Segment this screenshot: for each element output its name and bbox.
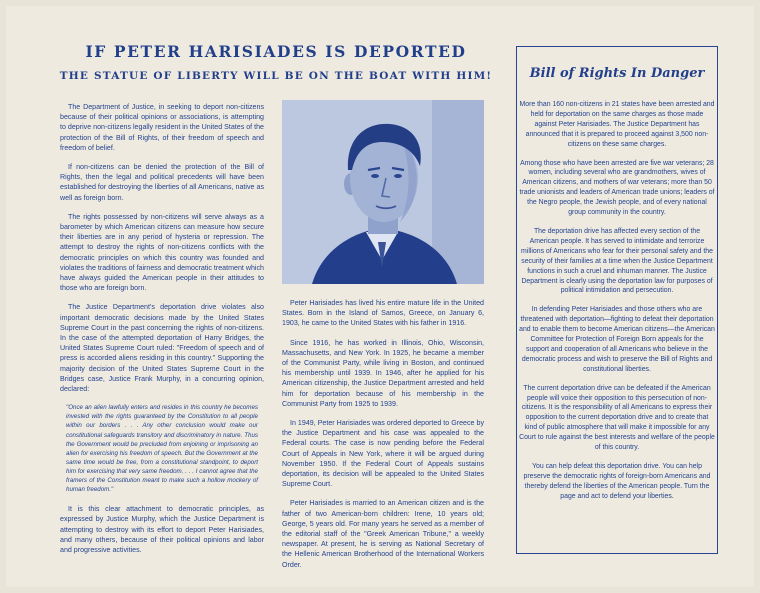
left-paragraph: The Department of Justice, in seeking to deport non-citizens because of their political opinions or associations, is attempting to deprive non-citizens legally resident in the United States of the protection of the Bill of Rights, of their freedom of speech and freedom of belief. [60,103,264,152]
left-column [60,102,264,564]
sidebar-text [519,100,715,511]
headline-main: IF PETER HARISIADES IS DEPORTED [85,42,467,61]
sidebar-paragraph: The current deportation drive can be defeated if the American people will voice their opposition to this persecution of non-citizens. It is the responsibility of all Americans to express their opposition to the current deportation drive and to create that kind of public atmosphere that will make it impossible for any Court to rule against the best interests and welfare of the people of this country. [519,384,715,452]
pamphlet-page [6,6,754,587]
portrait-illustration [282,100,484,284]
middle-paragraph: Since 1916, he has worked in Illinois, Ohio, Wisconsin, Massachusetts, and New York. In 1925, he became a member of the Communist Party, while living in Boston, and continued his membership until 1939. In 1946, after he applied for his American citizenship, the Justice Department arrested and held him for deportation because of his membership in the Communist Party from 1925 to 1939. [282,338,484,408]
sidebar-paragraph: Among those who have been arrested are five war veterans; 28 women, including several who are grandmothers, wives of American citizens, and mothers of war veterans; more than 50 trade unionists and leaders of American trade unions; leaders of the Negro people, the Jewish people, and of every national group community in the country. [519,159,715,217]
sidebar-paragraph: The deportation drive has affected every section of the American people. It has served to intimidate and terrorize millions of Americans who fear for their personal safety and the security of their families at a time when the Justice Department functions in such a cruel and inhuman manner. The Justice Department is clearly using the deportation law for purposes of political intimidation and persecution. [521,227,713,295]
portrait-photo [282,100,484,284]
murphy-quote: "Once an alien lawfully enters and resides in this country he becomes invested with the rights guaranteed by the Constitution to all people within our borders . . . Any other conclusion would make our constitutional safeguards transitory and discriminatory in nature. Thus the Government would be precluded from enjoining or imprisoning an alien for exercising his freedom of speech. But the Government at the same time would be free, from a constitutional standpoint, to deport him for exercising that very same freedom. . . . I cannot agree that the framers of the Constitution meant to make such a hollow mockery of human freedom." [66,404,258,494]
headline [56,42,496,82]
sidebar-title: Bill of Rights In Danger [529,66,705,81]
sidebar-paragraph: You can help defeat this deportation drive. You can help preserve the democratic rights of foreign-born Americans and thereby defend the liberties of the American people. Turn the page and act to defend your liberties. [523,463,711,500]
sidebar-paragraph: More than 160 non-citizens in 21 states have been arrested and held for deportation on the same charges as those made against Peter Harisiades. The Justice Department has announced that it is prepared to proceed against 3,500 non-citizens on these same charges. [519,101,715,148]
middle-paragraph: Peter Harisiades is married to an American citizen and is the father of two American-born children: Irene, 10 years old; George, 5 years old. For many years he served as a member of the editorial staff of the "Greek American Tribune," a weekly newspaper. At present, he is serving as National Secretary of the Hellenic American Brotherhood of the International Workers Order. [282,499,484,569]
middle-paragraph: In 1949, Peter Harisiades was ordered deported to Greece by the Justice Department and his case was appealed to the Federal courts. The case is now pending before the Federal Court of Appeals in New York, where it will be argued during November 1950. If the Federal Court of Appeals sustains deportation, its decision will be appealed to the United States Supreme Court. [282,419,484,489]
left-paragraph: The Justice Department's deportation drive violates also important democratic decisions made by the United States Supreme Court in the past concerning the rights of non-citizens. In the case of the attempted deportation of Harry Bridges, the United States Supreme Court ruled: "Freedom of speech and of press is accorded aliens residing in this country." Supporting the majority decision of the United States Supreme Court in the Bridges case, Justice Frank Murphy, in a concurring opinion, declared: [60,303,264,394]
headline-sub: THE STATUE OF LIBERTY WILL BE ON THE BOAT WITH HIM! [59,70,493,82]
left-closing-paragraph: It is this clear attachment to democratic principles, as expressed by Justice Murphy, which the Justice Department is attempting to destroy with its effort to deport Peter Harisiades, and many others, because of their political opinions and labor and progressive activities. [60,505,264,555]
left-paragraph: The rights possessed by non-citizens will serve always as a barometer by which American citizens can measure how secure their liberties are in any period of hysteria or repression. The attempt to destroy the rights of non-citizens conflicts with the democratic principles on which this country was founded and violates the traditions of fairness and democratic treatment which have always guided the American people in their attitudes to those who are foreign born. [60,212,264,293]
left-paragraph: If non-citizens can be denied the protection of the Bill of Rights, then the legal and political precedents will have been established for destroying the liberties of all Americans, native as well as foreign born. [60,163,264,202]
sidebar-paragraph: In defending Peter Harisiades and those others who are threatened with deportation—fighting to defeat their deportation and to enable them to become American citizens—the American Committee for Protection of Foreign Born appeals for the support and cooperation of all Americans who believe in the democratic process and wish to preserve the Bill of Rights and constitutional liberties. [519,306,715,373]
middle-paragraph: Peter Harisiades has lived his entire mature life in the United States. Born in the Island of Samos, Greece, on January 6, 1903, he came to the United States with his father in 1916. [282,299,484,328]
middle-column [282,298,484,579]
